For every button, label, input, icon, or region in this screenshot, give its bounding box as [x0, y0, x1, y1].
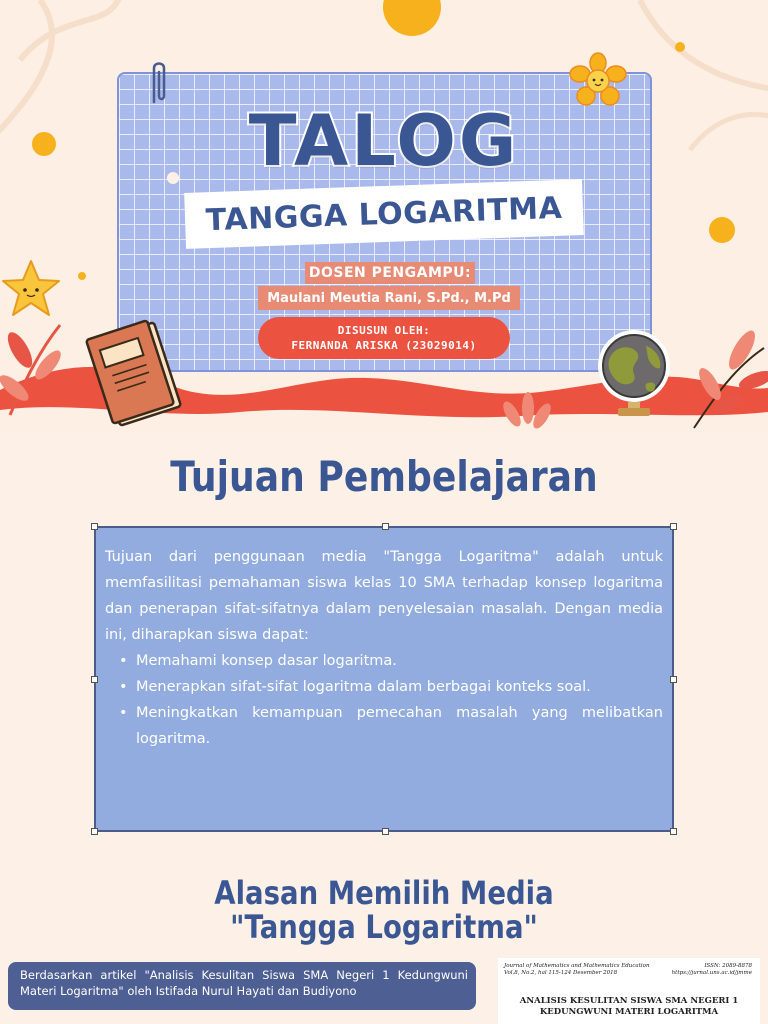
paper-title [498, 996, 760, 1018]
paper-volume: Vol.8, No.2, hal 115-124 Desember 2018 [504, 970, 618, 976]
list-item: • Memahami konsep dasar logaritma. [119, 648, 663, 674]
tujuan-bullet-list [119, 648, 663, 752]
resize-handle[interactable] [670, 828, 677, 835]
list-item: • Menerapkan sifat-sifat logaritma dalam berbagai konteks soal. [119, 674, 663, 700]
resize-handle[interactable] [91, 828, 98, 835]
resize-handle[interactable] [670, 676, 677, 683]
yellow-dot-decoration [709, 217, 735, 243]
paper-meta-right [642, 963, 752, 977]
tujuan-text[interactable] [105, 544, 663, 752]
yellow-dot-decoration [675, 42, 685, 52]
paper-url: https://jurnal.uns.ac.id/jmme [671, 970, 752, 976]
star-icon [0, 258, 62, 320]
dosen-label: DOSEN PENGAMPU: [305, 262, 475, 284]
resize-handle[interactable] [382, 523, 389, 530]
leaf-icon [498, 388, 554, 432]
article-preview [498, 958, 760, 1024]
list-item: • Meningkatkan kemampuan pemecahan masalah yang melibatkan logaritma. [119, 700, 663, 752]
dosen-name: Maulani Meutia Rani, S.Pd., M.Pd [258, 286, 520, 310]
paper-issn: ISSN: 2089-8878 [704, 963, 752, 969]
alasan-text-box [8, 962, 476, 1010]
author-name: FERNANDA ARISKA (23029014) [291, 339, 477, 352]
paper-meta-left [504, 963, 654, 977]
section-heading-tujuan: Tujuan Pembelajaran [170, 452, 598, 501]
leaf-icon [0, 310, 70, 420]
resize-handle[interactable] [91, 676, 98, 683]
resize-handle[interactable] [91, 523, 98, 530]
yellow-dot-decoration [78, 272, 86, 280]
paper-title-line2: KEDUNGWUNI MATERI LOGARITMA [539, 1007, 719, 1017]
subtitle-text: TANGGA LOGARITMA [205, 190, 563, 238]
author-label: DISUSUN OLEH: [337, 324, 431, 337]
alasan-text: Berdasarkan artikel "Analisis Kesulitan Siswa SMA Negeri 1 Kedungwuni Materi Logaritma" oleh Istifada Nurul Hayati dan Budiyono [20, 968, 468, 998]
hero-banner [0, 0, 768, 432]
resize-handle[interactable] [670, 523, 677, 530]
tujuan-intro: Tujuan dari penggunaan media "Tangga Logaritma" adalah untuk memfasilitasi pemahaman siswa kelas 10 SMA terhadap konsep logaritma dan penerapan sifat-sifatnya dalam penyelesaian masalah. Dengan media ini, diharapkan siswa dapat: [105, 549, 663, 643]
section-heading-alasan [54, 876, 714, 944]
paper-journal: Journal of Mathematics and Mathematics Education [504, 963, 650, 969]
book-icon [83, 318, 191, 430]
resize-handle[interactable] [382, 828, 389, 835]
alasan-heading-line2: "Tangga Logaritma" [230, 908, 538, 946]
alasan-heading-line1: Alasan Memilih Media [214, 874, 554, 912]
tujuan-text-box [94, 526, 674, 832]
main-title: TALOG [248, 100, 520, 182]
paper-title-line1: ANALISIS KESULITAN SISWA SMA NEGERI 1 [519, 996, 739, 1006]
leaf-icon [664, 318, 768, 430]
